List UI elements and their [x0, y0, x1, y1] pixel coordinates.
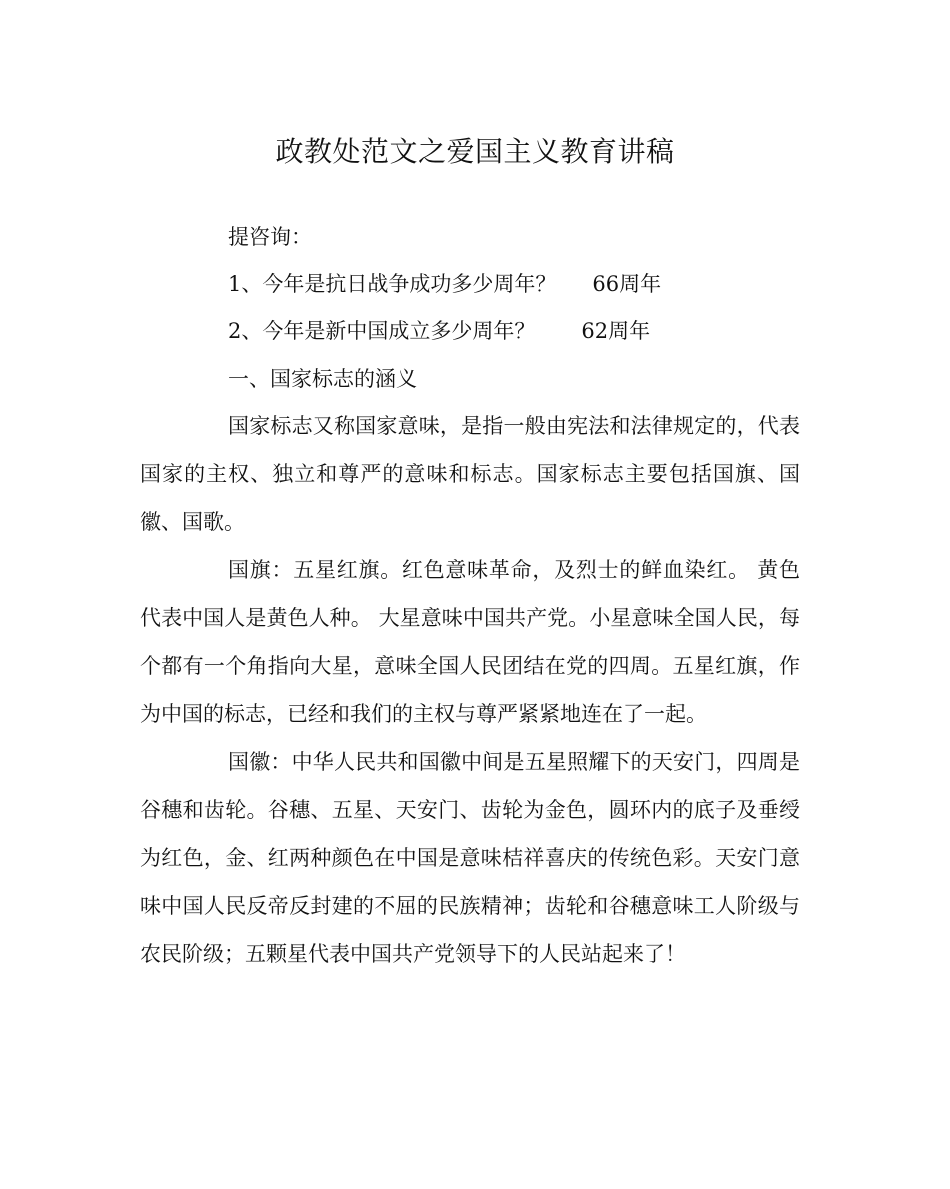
paragraph-national-symbols: 国家标志又称国家意味，是指一般由宪法和法律规定的，代表国家的主权、独立和尊严的意味和标志。国家标志主要包括国旗、国徽、国歌。 [140, 414, 800, 534]
question-item [228, 316, 650, 346]
prompt-label: 提咨询： [228, 225, 312, 249]
question-item [228, 269, 661, 299]
section-heading: 一、国家标志的涵义 [228, 367, 417, 391]
paragraph-national-emblem: 国徽：中华人民共和国徽中间是五星照耀下的天安门，四周是谷穗和齿轮。谷穗、五星、天安门、齿轮为金色，圆环内的底子及垂绶为红色，金、红两种颜色在中国是意味桔祥喜庆的传统色彩。天安门意味中国人民反帝反封建的不屈的民族精神；齿轮和谷穗意味工人阶级与农民阶级；五颗星代表中国共产党领导下的人民站起来了！ [140, 750, 800, 966]
question-text: 1、今年是抗日战争成功多少周年？ [228, 272, 557, 296]
question-text: 2、今年是新中国成立多少周年？ [228, 319, 536, 343]
question-answer: 62周年 [581, 319, 651, 343]
page-title: 政教处范文之爱国主义教育讲稿 [275, 135, 675, 168]
paragraph-national-flag: 国旗：五星红旗。红色意味革命，及烈士的鲜血染红。 黄色代表中国人是黄色人种。 大星意味中国共产党。小星意味全国人民，每个都有一个角指向大星，意味全国人民团结在党的四周。五星红旗，作为中国的标志，已经和我们的主权与尊严紧紧地连在了一起。 [140, 558, 800, 726]
question-answer: 66周年 [592, 272, 662, 296]
